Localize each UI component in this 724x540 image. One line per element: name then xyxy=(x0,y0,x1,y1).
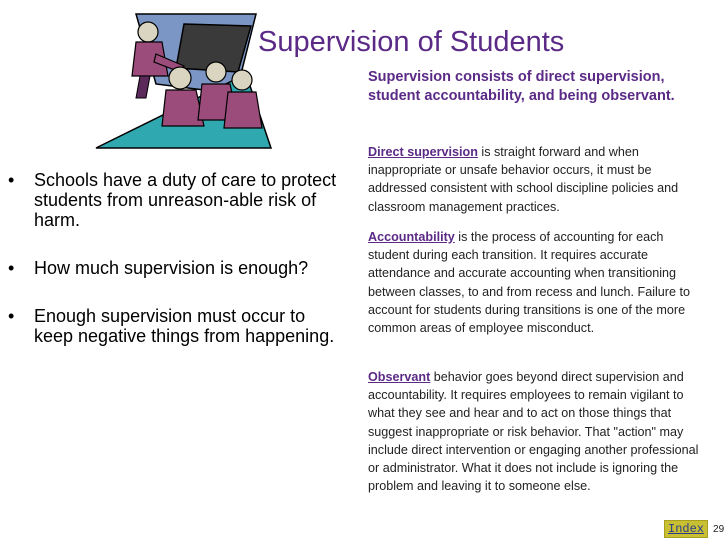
direct-supervision-paragraph xyxy=(368,143,708,216)
bullet-marker: • xyxy=(8,258,15,278)
bullet-marker: • xyxy=(8,306,15,326)
slide-title: Supervision of Students xyxy=(258,26,565,58)
bullet-list xyxy=(8,170,348,374)
bullet-text: Schools have a duty of care to protect students from unreason-able risk of harm. xyxy=(34,170,337,230)
observant-term: Observant xyxy=(368,370,431,384)
index-link-button[interactable]: Index xyxy=(664,520,708,538)
page-number: 29 xyxy=(713,523,724,535)
bullet-text: How much supervision is enough? xyxy=(34,258,309,278)
slide-footer xyxy=(664,520,724,538)
accountability-paragraph xyxy=(368,228,708,337)
intro-text: Supervision consists of direct supervision, student accountability, and being observant. xyxy=(368,69,675,104)
observant-paragraph xyxy=(368,368,708,495)
observant-text: behavior goes beyond direct supervision and accountability. It requires employees to remain vigilant to what they see and hear and to act on those things that suggest inappropriate or risk behavior. That "action" may include direct intervention or engaging another professional or administrator. What it does not include is ignoring the problem and leaving it to someone else. xyxy=(368,370,699,494)
direct-supervision-text: is straight forward and when inappropriate or unsafe behavior occurs, it must be addressed consistent with school discipline policies and classroom management practices. xyxy=(368,145,679,214)
bullet-item xyxy=(8,306,348,346)
direct-supervision-term: Direct supervision xyxy=(368,145,478,159)
bullet-item xyxy=(8,258,348,278)
bullet-item xyxy=(8,170,348,230)
accountability-term: Accountability xyxy=(368,230,455,244)
bullet-text: Enough supervision must occur to keep negative things from happening. xyxy=(34,306,335,346)
accountability-text: is the process of accounting for each student during each transition. It requires accurate attendance and accurate accounting when transitioning between classes, to and from recess and lunch. Failure to account for students during transitions is one of the more common areas of employee misconduct. xyxy=(368,230,691,336)
bullet-marker: • xyxy=(8,170,15,190)
